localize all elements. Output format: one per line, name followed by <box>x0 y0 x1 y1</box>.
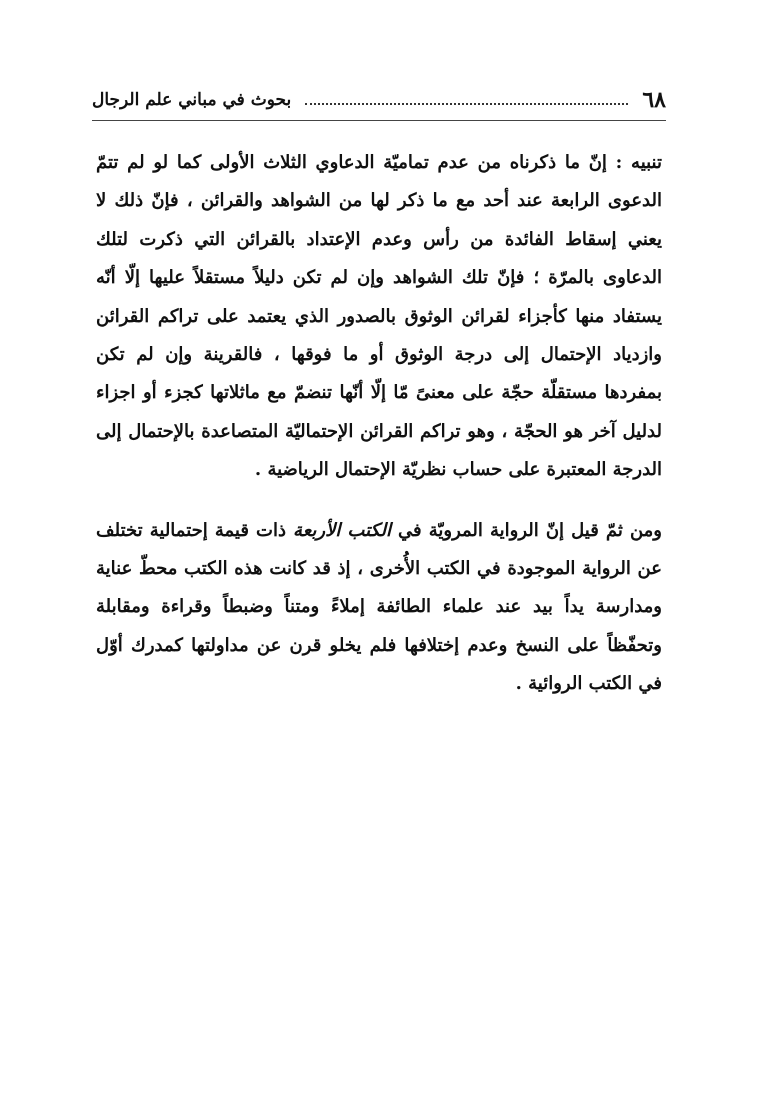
header-rule <box>92 120 666 121</box>
four-books-title: الكتب الأربعة <box>293 519 391 541</box>
leader-dots <box>305 103 628 105</box>
running-header <box>92 84 666 116</box>
page-body <box>96 144 662 722</box>
paragraph-text-end: ذات قيمة إحتمالية تختلف عن الرواية الموجودة في الكتب الأُخرى ، إذ قد كانت هذه الكتب محطّ عناية ومدارسة يداً بيد عند علماء الطائفة إملاءً ومتناً وضبطاً وقراءة ومقابلة وتحفّظاً على النسخ وعدم إختلافها فلم يخلو قرن عن مداولتها كمدرك أوّل في الكتب الروائية . <box>96 519 662 695</box>
paragraph-note <box>96 144 662 490</box>
note-text: إنّ ما ذكرناه من عدم تماميّة الدعاوي الثلاث الأولى كما لو لم تتمّ الدعوى الرابعة عند أحد مع ما ذكر لها من الشواهد والقرائن ، فإنّ ذلك لا يعني إسقاط الفائدة من رأس وعدم الإعتداد بالقرائن التي ذكرت لتلك الدعاوى بالمرّة ؛ فإنّ تلك الشواهد وإن لم تكن دليلاً مستقلاً عليها إلّا أنّه يستفاد منها كأجزاء لقرائن الوثوق بالصدور الذي يعتمد على تراكم القرائن وازدياد الإحتمال إلى درجة الوثوق أو ما فوقها ، فالقرينة وإن لم تكن بمفردها مستقلّة حجّة على معنىً مّا إلّا أنّها تنضمّ مع ماثلاتها كجزء أو اجزاء لدليل آخر هو الحجّة ، وهو تراكم القرائن الإحتماليّة المتصاعدة بالإحتمال إلى الدرجة المعتبرة على حساب نظريّة الإحتمال الرياضية . <box>96 152 662 481</box>
running-title: بحوث في مباني علم الرجال <box>92 90 292 110</box>
paragraph-four-books <box>96 512 662 704</box>
note-label: تنبيه : <box>615 152 662 173</box>
page-number: ٦٨ <box>642 87 666 113</box>
paragraph-text-start: ومن ثمّ قيل إنّ الرواية المرويّة في <box>390 519 662 541</box>
